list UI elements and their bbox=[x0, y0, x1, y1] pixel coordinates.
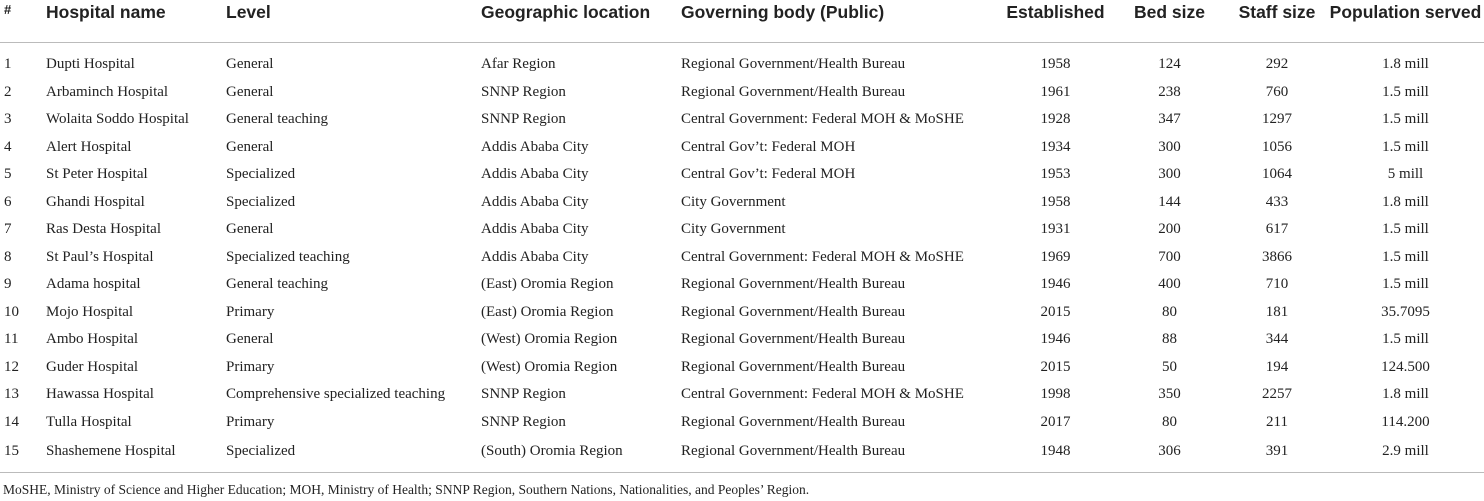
cell-bed-size: 50 bbox=[1162, 358, 1177, 375]
cell-hospital-name: Guder Hospital bbox=[46, 358, 139, 375]
cell-bed-size: 300 bbox=[1158, 166, 1181, 183]
cell-governing-body: Regional Government/Health Bureau bbox=[681, 83, 906, 100]
table-row bbox=[0, 134, 1484, 162]
cell-level: General bbox=[226, 56, 274, 73]
cell-bed-size: 347 bbox=[1158, 111, 1181, 128]
cell-established: 1931 bbox=[1040, 221, 1071, 238]
cell-hospital-name: St Paul’s Hospital bbox=[46, 248, 154, 265]
cell-number: 13 bbox=[4, 386, 19, 403]
cell-established: 2015 bbox=[1040, 303, 1071, 320]
cell-level: General teaching bbox=[226, 111, 329, 128]
cell-bed-size: 350 bbox=[1158, 386, 1181, 403]
cell-population-served: 35.7095 bbox=[1381, 303, 1430, 320]
cell-staff-size: 760 bbox=[1265, 83, 1289, 100]
cell-population-served: 1.5 mill bbox=[1382, 111, 1429, 128]
cell-population-served: 1.5 mill bbox=[1382, 276, 1429, 293]
cell-staff-size: 391 bbox=[1227, 436, 1327, 473]
cell-hospital-name: Hawassa Hospital bbox=[46, 386, 154, 403]
cell-bed-size: 124 bbox=[1158, 56, 1181, 73]
cell-population-served: 1.5 mill bbox=[1382, 83, 1429, 100]
cell-governing-body: Regional Government/Health Bureau bbox=[681, 331, 906, 348]
cell-governing-body: Regional Government/Health Bureau bbox=[681, 303, 906, 320]
cell-geographic-location: Addis Ababa City bbox=[481, 138, 589, 155]
table-row bbox=[0, 354, 1484, 382]
cell-geographic-location: (South) Oromia Region bbox=[481, 436, 681, 473]
cell-geographic-location: Addis Ababa City bbox=[481, 193, 589, 210]
cell-established: 1961 bbox=[1040, 83, 1071, 100]
cell-hospital-name: Tulla Hospital bbox=[46, 413, 132, 430]
cell-staff-size: 1297 bbox=[1262, 111, 1292, 128]
cell-staff-size: 617 bbox=[1265, 221, 1289, 238]
cell-number: 7 bbox=[4, 221, 12, 238]
col-header-hospital-name: Hospital name bbox=[46, 0, 226, 43]
cell-established: 2017 bbox=[1040, 413, 1071, 430]
cell-population-served: 114.200 bbox=[1381, 413, 1430, 430]
col-header-number: # bbox=[0, 0, 46, 43]
cell-level: General bbox=[226, 221, 274, 238]
cell-geographic-location: (West) Oromia Region bbox=[481, 358, 618, 375]
cell-governing-body: City Government bbox=[681, 193, 786, 210]
table-row bbox=[0, 271, 1484, 299]
cell-hospital-name: Arbaminch Hospital bbox=[46, 83, 169, 100]
cell-established: 1934 bbox=[1040, 138, 1071, 155]
cell-hospital-name: Ras Desta Hospital bbox=[46, 221, 161, 238]
cell-governing-body: City Government bbox=[681, 221, 786, 238]
cell-number: 6 bbox=[4, 193, 12, 210]
cell-level: Specialized teaching bbox=[226, 248, 350, 265]
cell-staff-size: 194 bbox=[1265, 358, 1289, 375]
table-row bbox=[0, 189, 1484, 217]
cell-staff-size: 1056 bbox=[1262, 138, 1292, 155]
cell-hospital-name: Wolaita Soddo Hospital bbox=[46, 111, 189, 128]
table-row bbox=[0, 299, 1484, 327]
cell-level: General bbox=[226, 83, 274, 100]
cell-geographic-location: Addis Ababa City bbox=[481, 221, 589, 238]
cell-population-served: 1.5 mill bbox=[1382, 331, 1429, 348]
cell-level: Specialized bbox=[226, 436, 481, 473]
cell-number: 15 bbox=[0, 436, 46, 473]
cell-staff-size: 2257 bbox=[1262, 386, 1292, 403]
cell-level: General bbox=[226, 138, 274, 155]
cell-level: Specialized bbox=[226, 193, 296, 210]
cell-level: Comprehensive specialized teaching bbox=[226, 386, 446, 403]
cell-governing-body: Central Gov’t: Federal MOH bbox=[681, 138, 856, 155]
cell-hospital-name: Ghandi Hospital bbox=[46, 193, 145, 210]
cell-geographic-location: SNNP Region bbox=[481, 83, 566, 100]
table-row bbox=[0, 216, 1484, 244]
table-row bbox=[0, 106, 1484, 134]
cell-governing-body: Regional Government/Health Bureau bbox=[681, 276, 906, 293]
cell-population-served: 5 mill bbox=[1387, 166, 1424, 183]
cell-population-served: 124.500 bbox=[1381, 358, 1430, 375]
cell-established: 1946 bbox=[1040, 331, 1071, 348]
cell-number: 2 bbox=[4, 83, 12, 100]
cell-level: Primary bbox=[226, 303, 275, 320]
cell-staff-size: 344 bbox=[1265, 331, 1289, 348]
table-row bbox=[0, 244, 1484, 272]
cell-bed-size: 238 bbox=[1158, 83, 1181, 100]
cell-established: 1946 bbox=[1040, 276, 1071, 293]
cell-governing-body: Central Government: Federal MOH & MoSHE bbox=[681, 386, 964, 403]
cell-hospital-name: Mojo Hospital bbox=[46, 303, 134, 320]
cell-number: 1 bbox=[4, 56, 12, 73]
cell-hospital-name: Alert Hospital bbox=[46, 138, 132, 155]
cell-geographic-location: SNNP Region bbox=[481, 413, 566, 430]
cell-level: General teaching bbox=[226, 276, 329, 293]
table-header-row bbox=[0, 0, 1484, 43]
cell-number: 3 bbox=[4, 111, 12, 128]
cell-geographic-location: Addis Ababa City bbox=[481, 248, 589, 265]
cell-population-served: 1.5 mill bbox=[1382, 138, 1429, 155]
cell-staff-size: 1064 bbox=[1262, 166, 1292, 183]
spacer-row bbox=[0, 43, 1484, 52]
cell-governing-body: Central Government: Federal MOH & MoSHE bbox=[681, 248, 964, 265]
col-header-population-served: Population served bbox=[1327, 0, 1484, 43]
cell-established: 1928 bbox=[1040, 111, 1071, 128]
cell-governing-body: Regional Government/Health Bureau bbox=[681, 56, 906, 73]
cell-established: 1958 bbox=[1040, 56, 1071, 73]
cell-established: 1953 bbox=[1040, 166, 1071, 183]
cell-geographic-location: Addis Ababa City bbox=[481, 166, 589, 183]
cell-number: 4 bbox=[4, 138, 12, 155]
cell-level: Primary bbox=[226, 413, 275, 430]
cell-staff-size: 292 bbox=[1265, 56, 1289, 73]
cell-bed-size: 144 bbox=[1158, 193, 1181, 210]
col-header-governing-body: Governing body (Public) bbox=[681, 0, 999, 43]
cell-population-served: 1.8 mill bbox=[1382, 193, 1429, 210]
cell-staff-size: 3866 bbox=[1262, 248, 1292, 265]
cell-geographic-location: Afar Region bbox=[481, 56, 556, 73]
cell-hospital-name: Ambo Hospital bbox=[46, 331, 139, 348]
cell-population-served: 1.8 mill bbox=[1382, 386, 1429, 403]
cell-established: 1998 bbox=[1040, 386, 1071, 403]
cell-governing-body: Central Gov’t: Federal MOH bbox=[681, 166, 856, 183]
cell-bed-size: 300 bbox=[1158, 138, 1181, 155]
cell-population-served: 1.5 mill bbox=[1382, 221, 1429, 238]
cell-staff-size: 211 bbox=[1266, 413, 1288, 430]
table-row bbox=[0, 79, 1484, 107]
cell-bed-size: 200 bbox=[1158, 221, 1181, 238]
cell-governing-body: Central Government: Federal MOH & MoSHE bbox=[681, 111, 964, 128]
cell-hospital-name: Shashemene Hospital bbox=[46, 436, 226, 473]
cell-staff-size: 181 bbox=[1265, 303, 1289, 320]
table-row bbox=[0, 326, 1484, 354]
cell-geographic-location: (West) Oromia Region bbox=[481, 331, 618, 348]
cell-level: Specialized bbox=[226, 166, 296, 183]
table-row bbox=[0, 381, 1484, 409]
cell-level: General bbox=[226, 331, 274, 348]
cell-bed-size: 306 bbox=[1112, 436, 1227, 473]
cell-hospital-name: Dupti Hospital bbox=[46, 56, 135, 73]
cell-established: 2015 bbox=[1040, 358, 1071, 375]
cell-number: 10 bbox=[4, 303, 19, 320]
col-header-level: Level bbox=[226, 0, 481, 43]
col-header-geographic-location: Geographic location bbox=[481, 0, 681, 43]
cell-governing-body: Regional Government/Health Bureau bbox=[681, 358, 906, 375]
cell-governing-body: Regional Government/Health Bureau bbox=[681, 413, 906, 430]
cell-number: 5 bbox=[4, 166, 12, 183]
cell-hospital-name: Adama hospital bbox=[46, 276, 141, 293]
cell-staff-size: 710 bbox=[1265, 276, 1289, 293]
cell-population-served: 2.9 mill bbox=[1327, 436, 1484, 473]
cell-established: 1958 bbox=[1040, 193, 1071, 210]
cell-bed-size: 80 bbox=[1162, 413, 1177, 430]
col-header-bed-size: Bed size bbox=[1112, 0, 1227, 43]
cell-number: 11 bbox=[4, 331, 19, 348]
col-header-staff-size: Staff size bbox=[1227, 0, 1327, 43]
cell-hospital-name: St Peter Hospital bbox=[46, 166, 148, 183]
cell-bed-size: 700 bbox=[1158, 248, 1181, 265]
table-row bbox=[0, 436, 1484, 473]
cell-geographic-location: SNNP Region bbox=[481, 386, 566, 403]
cell-bed-size: 80 bbox=[1162, 303, 1177, 320]
col-header-established: Established bbox=[999, 0, 1112, 43]
cell-bed-size: 400 bbox=[1158, 276, 1181, 293]
cell-bed-size: 88 bbox=[1162, 331, 1177, 348]
cell-number: 14 bbox=[4, 413, 19, 430]
cell-established: 1948 bbox=[999, 436, 1112, 473]
table-row bbox=[0, 161, 1484, 189]
table-row bbox=[0, 409, 1484, 437]
cell-number: 8 bbox=[4, 248, 12, 265]
cell-established: 1969 bbox=[1040, 248, 1071, 265]
cell-number: 9 bbox=[4, 276, 12, 293]
cell-governing-body: Regional Government/Health Bureau bbox=[681, 436, 999, 473]
cell-geographic-location: (East) Oromia Region bbox=[481, 303, 614, 320]
cell-population-served: 1.5 mill bbox=[1382, 248, 1429, 265]
table-footnote: MoSHE, Ministry of Science and Higher Education; MOH, Ministry of Health; SNNP Region, Southern Nations, Nationalities, and Peoples’ Region. bbox=[3, 482, 810, 497]
table-row bbox=[0, 51, 1484, 79]
cell-number: 12 bbox=[4, 358, 19, 375]
cell-geographic-location: SNNP Region bbox=[481, 111, 566, 128]
cell-population-served: 1.8 mill bbox=[1382, 56, 1429, 73]
table-body bbox=[0, 43, 1484, 473]
cell-level: Primary bbox=[226, 358, 275, 375]
cell-staff-size: 433 bbox=[1265, 193, 1289, 210]
cell-geographic-location: (East) Oromia Region bbox=[481, 276, 614, 293]
